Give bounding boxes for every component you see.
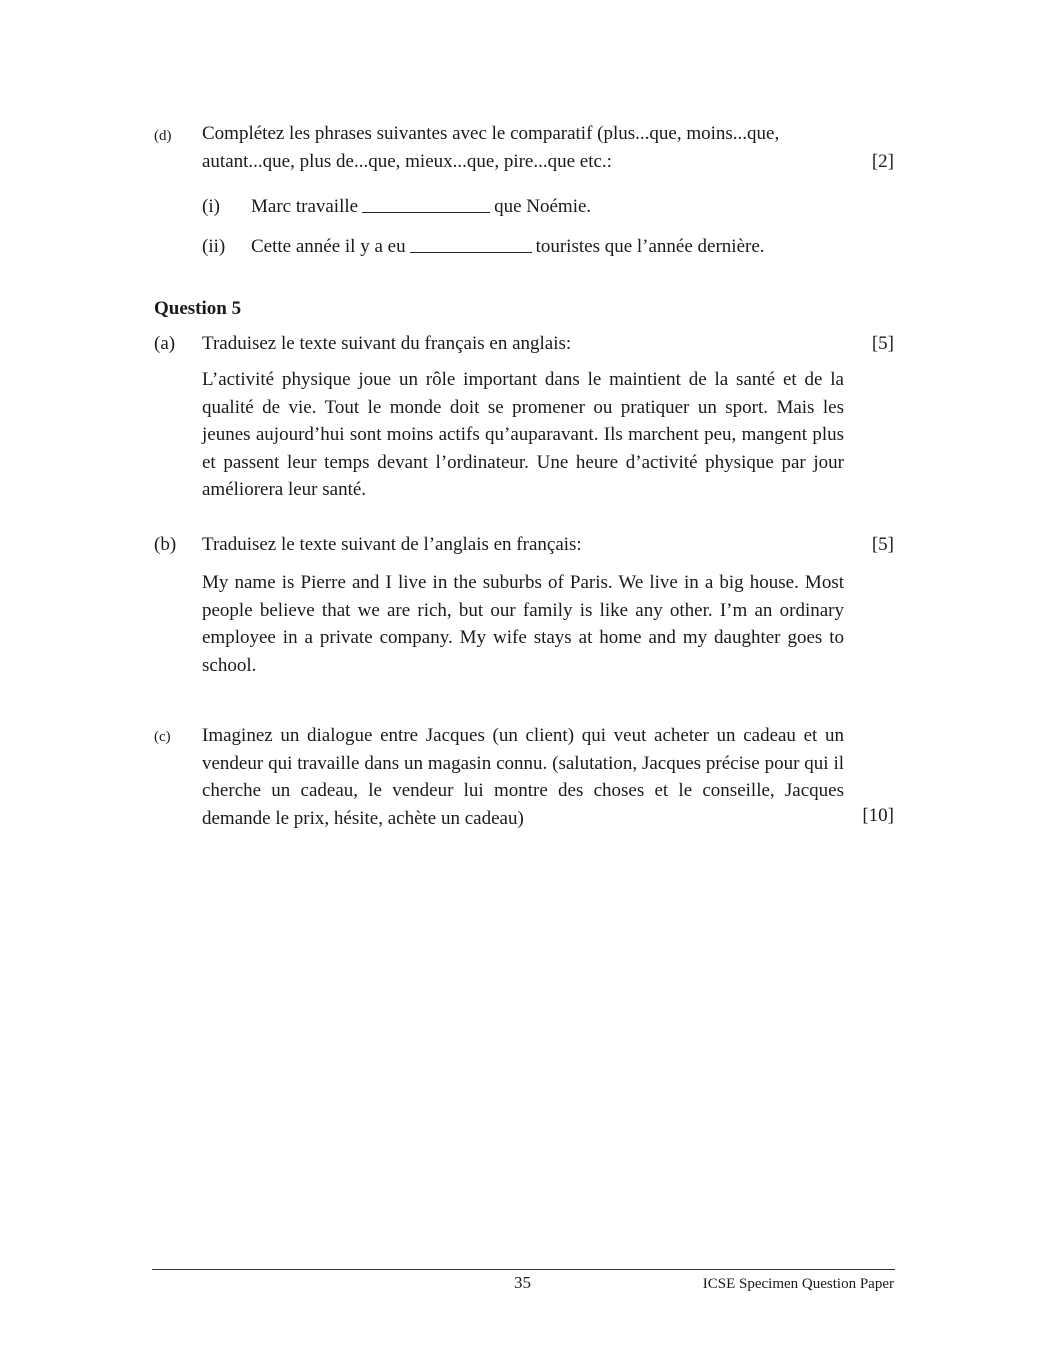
part-d-instruction-line1: Complétez les phrases suivantes avec le comparatif (plus...que, moins...que, [202, 123, 780, 144]
item-ii-before-text: Cette année il y a eu [251, 236, 406, 257]
answer-blank [410, 251, 532, 253]
part-d-marks: [2] [871, 151, 894, 172]
part-b-marks: [5] [871, 534, 894, 555]
answer-blank [362, 211, 490, 213]
part-d-item-ii [251, 236, 765, 258]
footer-title: ICSE Specimen Question Paper [702, 1276, 894, 1292]
question-5-title: Question 5 [154, 298, 242, 319]
part-d-item-i-label: (i) [202, 196, 220, 217]
item-i-after-text: que Noémie. [494, 196, 592, 217]
part-d-label: (d) [154, 128, 172, 144]
footer-divider [152, 1269, 895, 1270]
page-number: 35 [514, 1273, 531, 1292]
part-b-label: (b) [154, 534, 177, 555]
part-b-passage: My name is Pierre and I live in the suburbs of Paris. We live in a big house. Most people believe that we are rich, but our family is like any other. I’m an ordinary employee in a private company. My wife stays at home and my daughter goes to school. [202, 572, 844, 676]
part-a-marks: [5] [871, 333, 894, 354]
part-d-item-ii-label: (ii) [202, 236, 226, 257]
part-a-passage: L’activité physique joue un rôle important dans le maintient de la santé et de la qualité de vie. Tout le monde doit se promener ou pratiquer un sport. Mais les jeunes aujourd’hui sont moins actifs qu’auparavant. Ils marchent peu, mangent plus et passent leur temps devant l’ordinateur. Une heure d’activité physique par jour améliorera leur santé. [202, 369, 844, 500]
part-c-label: (c) [154, 729, 171, 745]
part-d-item-i [251, 196, 591, 218]
item-ii-after-text: touristes que l’année dernière. [535, 236, 765, 257]
part-c-prompt: Imaginez un dialogue entre Jacques (un client) qui veut acheter un cadeau et un vendeur qui travaille dans un magasin connu. (salutation, Jacques précise pour qui il cherche un cadeau, le vendeur lui montre des choses et le conseille, Jacques demande le prix, hésite, achète un cadeau) [202, 725, 844, 829]
part-a-instruction: Traduisez le texte suivant du français en anglais: [202, 333, 572, 354]
part-c-marks: [10] [862, 805, 894, 826]
item-i-before-text: Marc travaille [251, 196, 359, 217]
part-a-label: (a) [154, 333, 176, 354]
part-b-instruction: Traduisez le texte suivant de l’anglais en français: [202, 534, 582, 555]
part-d-instruction-line2: autant...que, plus de...que, mieux...que, pire...que etc.: [202, 151, 612, 172]
